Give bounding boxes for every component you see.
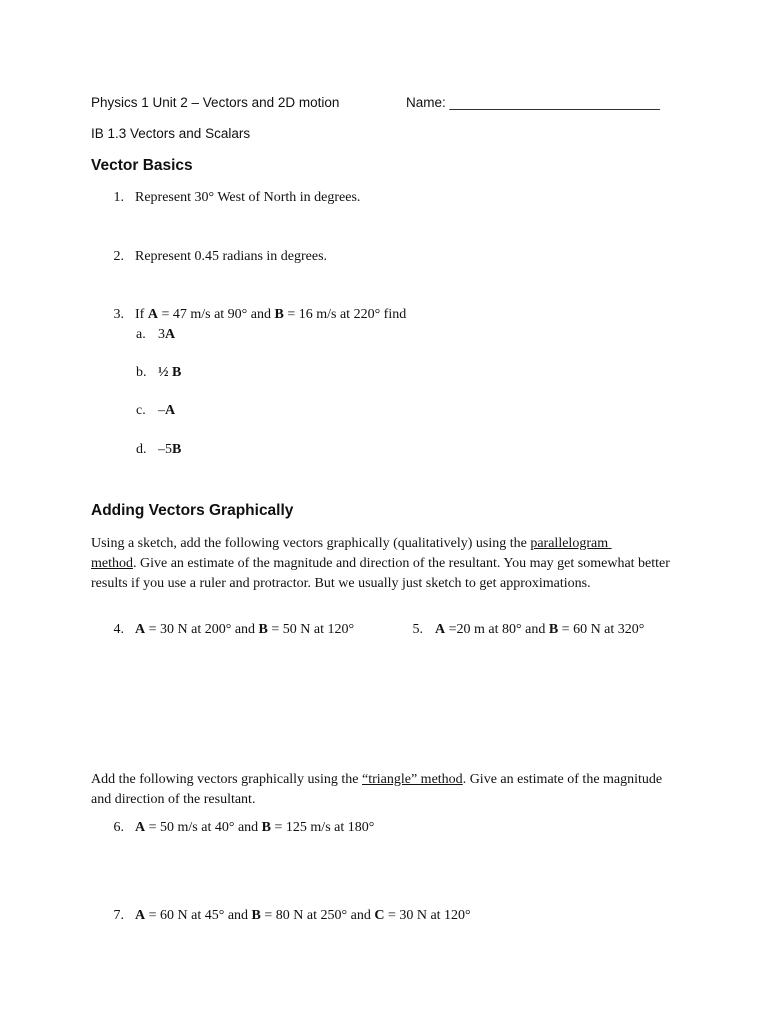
name-label: Name: (406, 95, 446, 110)
question-text: Represent 0.45 radians in degrees. (135, 249, 328, 264)
question-number: 4. (113, 622, 124, 637)
part-letter: d. (136, 442, 147, 457)
section-heading-adding-vectors: Adding Vectors Graphically (91, 502, 294, 519)
question-3a: a. 3A (136, 327, 176, 342)
parallelogram-instructions: Using a sketch, add the following vectors graphically (qualitatively) using the parallelogram method. Give an estimate of the magnitude and direction of the resultant. You may get somewhat better results if you use a ruler and protractor. But we usually just sketch to get approximations. (91, 536, 670, 591)
name-blank: ____________________________ (449, 95, 660, 110)
course-title: Physics 1 Unit 2 – Vectors and 2D motion (91, 95, 340, 110)
question-number: 1. (113, 190, 124, 205)
question-number: 2. (113, 249, 124, 264)
part-letter: c. (136, 403, 146, 418)
question-3c: c. –A (136, 403, 176, 418)
part-letter: a. (136, 327, 146, 342)
part-letter: b. (136, 365, 147, 380)
question-text: A =20 m at 80° and B = 60 N at 320° (435, 622, 645, 637)
question-number: 7. (113, 908, 124, 923)
section-heading-vector-basics: Vector Basics (91, 157, 193, 174)
question-number: 3. (113, 307, 124, 322)
question-3b: b. ½ B (136, 365, 182, 380)
question-text: A = 50 m/s at 40° and B = 125 m/s at 180° (135, 820, 375, 835)
question-text: If A = 47 m/s at 90° and B = 16 m/s at 220° find (135, 307, 407, 322)
question-3d: d. –5B (136, 442, 182, 457)
question-text: Represent 30° West of North in degrees. (135, 190, 361, 205)
question-text: A = 60 N at 45° and B = 80 N at 250° and C = 30 N at 120° (135, 908, 471, 923)
topic-title: IB 1.3 Vectors and Scalars (91, 126, 251, 141)
question-number: 5. (412, 622, 423, 637)
question-text: A = 30 N at 200° and B = 50 N at 120° (135, 622, 355, 637)
question-number: 6. (113, 820, 124, 835)
name-field (406, 95, 660, 110)
triangle-instructions: Add the following vectors graphically using the “triangle” method. Give an estimate of the magnitude and direction of the resultant. (91, 772, 663, 807)
